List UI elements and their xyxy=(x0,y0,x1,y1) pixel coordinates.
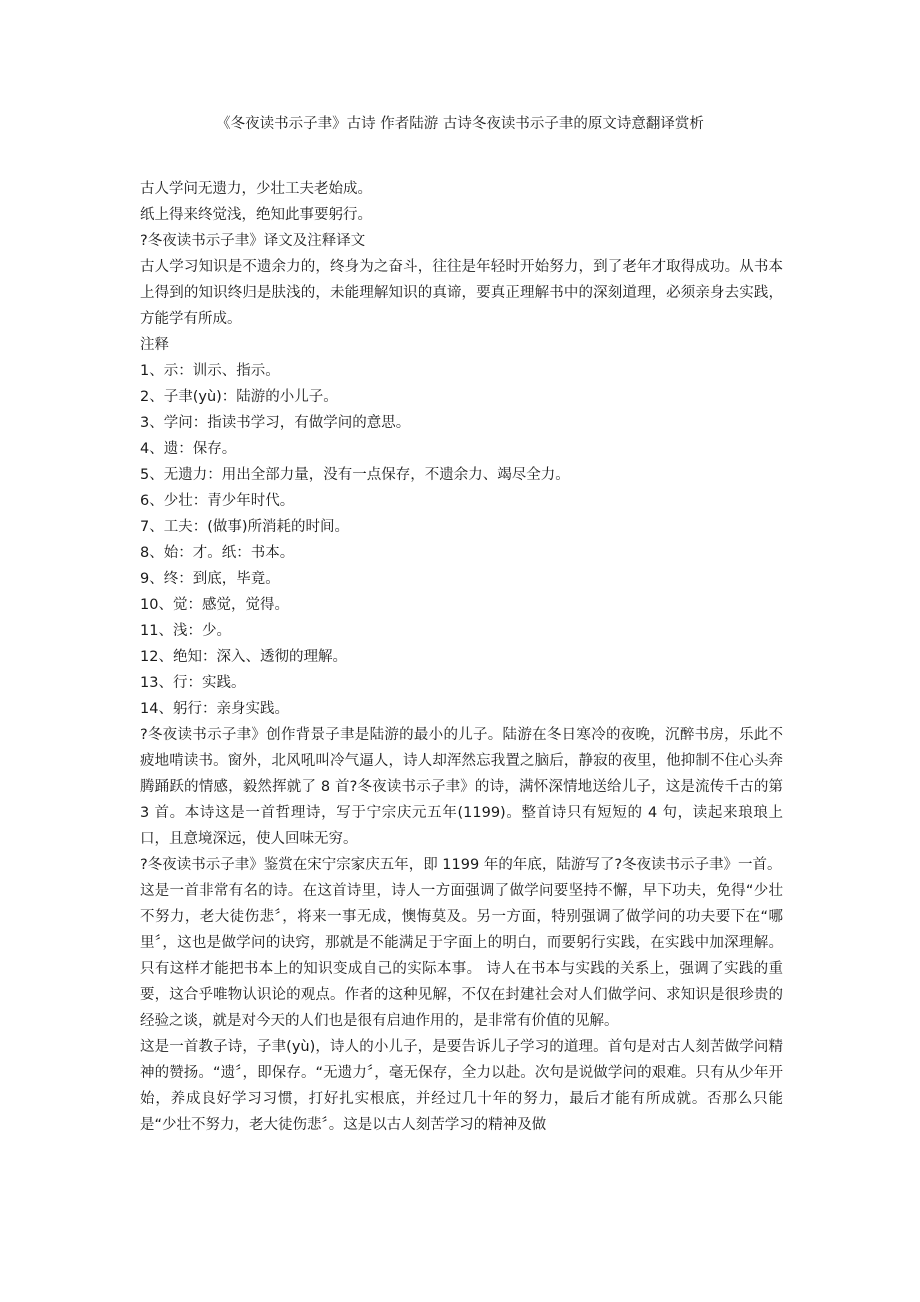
note-item: 6、少壮：青少年时代。 xyxy=(140,493,295,509)
page-title: 《冬夜读书示子聿》古诗 作者陆游 古诗冬夜读书示子聿的原文诗意翻译赏析 xyxy=(216,116,704,132)
note-item: 9、终：到底，毕竟。 xyxy=(140,571,280,587)
note-item: 8、始：才。纸：书本。 xyxy=(140,545,295,561)
note-item: 10、觉：感觉，觉得。 xyxy=(140,597,289,613)
analysis-paragraph-2: 这是一首教子诗，子聿(yù)，诗人的小儿子，是要告诉儿子学习的道理。首句是对古人刻苦做学问精神的赞扬。“遗〞，即保存。“无遗力〞，毫无保存，全力以赴。次句是说做学问的艰难。只有从少年开始，养成良好学习习惯，打好扎实根底，并经过几十年的努力，最后才能有所成就。否那么只能是“少壮不努力，老大徒伤悲〞。这是以古人刻苦学习的精神及做 xyxy=(140,1039,783,1133)
note-item: 2、子聿(yù)：陆游的小儿子。 xyxy=(140,389,338,405)
document-body xyxy=(140,176,783,1138)
translation-heading: ?冬夜读书示子聿》译文及注释译文 xyxy=(140,233,366,249)
appreciation-paragraph: ?冬夜读书示子聿》鉴赏在宋宁宗家庆五年，即 1199 年的年底，陆游写了?冬夜读书示子聿》一首。 xyxy=(140,857,782,873)
note-item: 11、浅：少。 xyxy=(140,623,231,639)
note-item: 12、绝知：深入、透彻的理解。 xyxy=(140,649,347,665)
poem-line-1: 古人学问无遗力，少壮工夫老始成。 xyxy=(140,181,372,197)
note-item: 13、行：实践。 xyxy=(140,675,246,691)
background-paragraph: ?冬夜读书示子聿》创作背景子聿是陆游的最小的儿子。陆游在冬日寒冷的夜晚，沉醉书房，乐此不疲地啃读书。窗外，北风吼叫冷气逼人，诗人却浑然忘我置之脑后，静寂的夜里，他抑制不住心头奔腾踊跃的情感，毅然挥就了 8 首?冬夜读书示子聿》的诗，满怀深情地送给儿子，这是流传千古的第 3 首。本诗这是一首哲理诗，写于宁宗庆元五年(1199)。整首诗只有短短的 4 句，读起来琅琅上口，且意境深远，使人回味无穷。 xyxy=(140,727,783,847)
analysis-paragraph-1: 这是一首非常有名的诗。在这首诗里，诗人一方面强调了做学问要坚持不懈，早下功夫，免得“少壮不努力，老大徒伤悲〞，将来一事无成，懊悔莫及。另一方面，特别强调了做学问的功夫要下在“哪里〞，这也是做学问的诀窍，那就是不能满足于字面上的明白，而要躬行实践，在实践中加深理解。只有这样才能把书本上的知识变成自己的实际本事。 诗人在书本与实践的关系上，强调了实践的重要，这合乎唯物认识论的观点。作者的这种见解，不仅在封建社会对人们做学问、求知识是很珍贵的经验之谈，就是对今天的人们也是很有启迪作用的，是非常有价值的见解。 xyxy=(140,883,783,1029)
translation-paragraph: 古人学习知识是不遗余力的，终身为之奋斗，往往是年轻时开始努力，到了老年才取得成功。从书本上得到的知识终归是肤浅的，未能理解知识的真谛，要真正理解书中的深刻道理，必须亲身去实践，方能学有所成。 xyxy=(140,259,783,327)
note-item: 14、躬行：亲身实践。 xyxy=(140,701,289,717)
note-item: 1、示：训示、指示。 xyxy=(140,363,280,379)
note-item: 3、学问：指读书学习，有做学问的意思。 xyxy=(140,415,411,431)
note-item: 5、无遗力：用出全部力量，没有一点保存，不遗余力、竭尽全力。 xyxy=(140,467,570,483)
notes-heading: 注释 xyxy=(140,337,169,353)
note-item: 7、工夫：(做事)所消耗的时间。 xyxy=(140,519,350,535)
note-item: 4、遗：保存。 xyxy=(140,441,237,457)
poem-line-2: 纸上得来终觉浅，绝知此事要躬行。 xyxy=(140,207,372,223)
notes-list xyxy=(140,358,783,722)
